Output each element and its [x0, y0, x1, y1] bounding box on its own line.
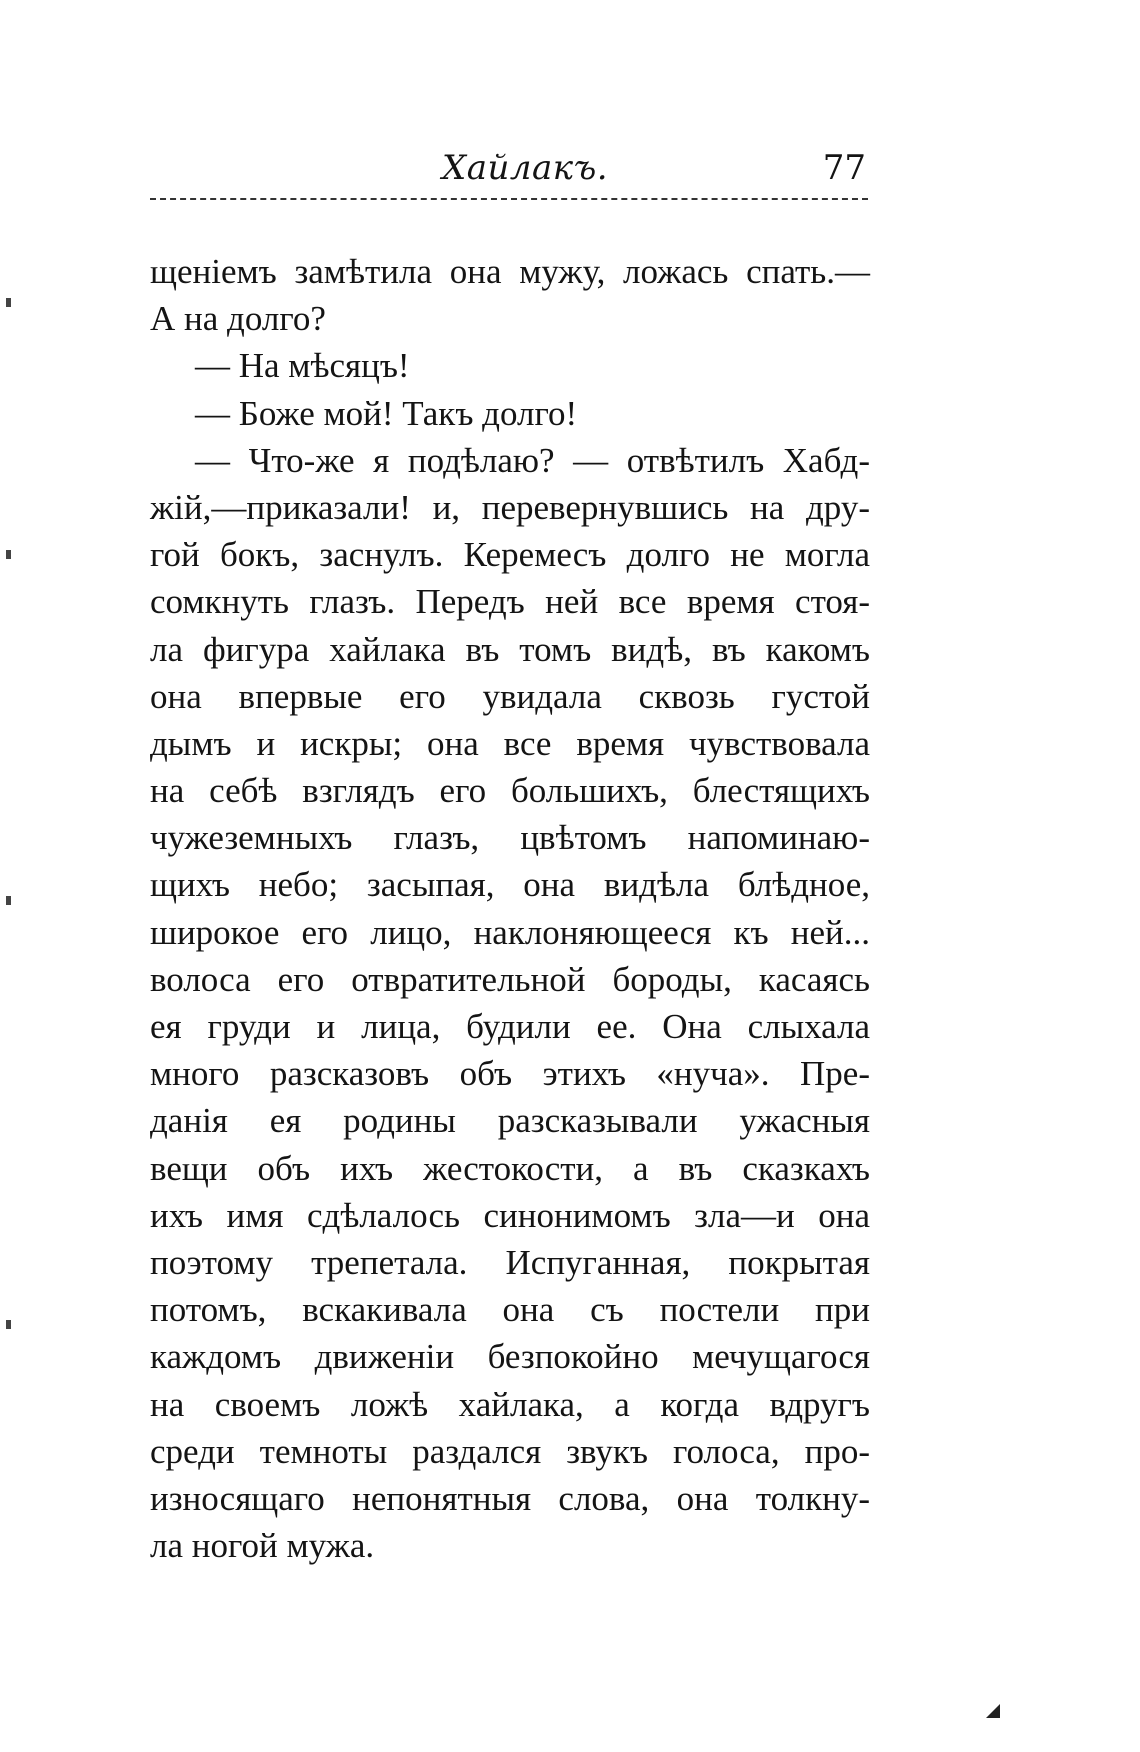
text-line: чужеземныхъ глазъ, цвѣтомъ напоминаю- — [150, 818, 870, 858]
text-line: вещи объ ихъ жестокости, а въ сказкахъ — [150, 1148, 870, 1188]
text-line: каждомъ движеніи безпокойно мечущагося — [150, 1337, 870, 1377]
text-line: ла ногой мужа. — [150, 1526, 375, 1566]
text-line: — Что-же я подѣлаю? — отвѣтилъ Хабд- — [195, 440, 870, 480]
text-line: на себѣ взглядъ его большихъ, блестящихъ — [150, 771, 870, 811]
margin-mark — [6, 896, 11, 905]
text-line: поэтому трепетала. Испуганная, покрытая — [150, 1242, 870, 1282]
running-header — [150, 148, 870, 194]
text-line: волоса его отвратительной бороды, касаясь — [150, 959, 870, 999]
header-rule — [150, 198, 868, 200]
body-text — [150, 248, 870, 1569]
text-line: дымъ и искры; она все время чувствовала — [150, 723, 870, 763]
text-line: среди темноты раздался звукъ голоса, про- — [150, 1431, 870, 1471]
text-line: ихъ имя сдѣлалось синонимомъ зла—и она — [150, 1195, 870, 1235]
margin-mark — [6, 550, 11, 559]
chapter-title: Хайлакъ. — [442, 148, 609, 188]
margin-mark — [6, 298, 11, 307]
text-line: много разсказовъ объ этихъ «нуча». Пре- — [150, 1054, 870, 1094]
corner-mark — [986, 1704, 1000, 1718]
text-line: она впервые его увидала сквозь густой — [150, 676, 870, 716]
text-line: — На мѣсяцъ! — [195, 346, 410, 386]
text-line: А на долго? — [150, 299, 326, 339]
text-line: щихъ небо; засыпая, она видѣла блѣдное, — [150, 865, 870, 905]
text-line: на своемъ ложѣ хайлака, а когда вдругъ — [150, 1384, 870, 1424]
text-line: щеніемъ замѣтила она мужу, ложась спать.— — [150, 252, 870, 291]
text-line: ея груди и лица, будили ее. Она слыхала — [150, 1007, 870, 1046]
margin-mark — [6, 1320, 11, 1329]
text-line: данія ея родины разсказывали ужасныя — [150, 1101, 870, 1141]
text-line: износящаго непонятныя слова, она толкну- — [150, 1478, 870, 1518]
text-line: ла фигура хайлака въ томъ видѣ, въ какомъ — [150, 629, 870, 669]
text-line: гой бокъ, заснулъ. Керемесъ долго не могла — [150, 535, 870, 575]
text-line: широкое его лицо, наклоняющееся къ ней... — [150, 912, 870, 952]
text-line: сомкнуть глазъ. Передъ ней все время стоя- — [150, 582, 870, 622]
text-line: жій,—приказали! и, перевернувшись на дру- — [150, 487, 870, 527]
text-line: потомъ, вскакивала она съ постели при — [150, 1290, 870, 1330]
text-line: — Боже мой! Такъ долго! — [195, 393, 578, 433]
page-number: 77 — [822, 148, 866, 188]
